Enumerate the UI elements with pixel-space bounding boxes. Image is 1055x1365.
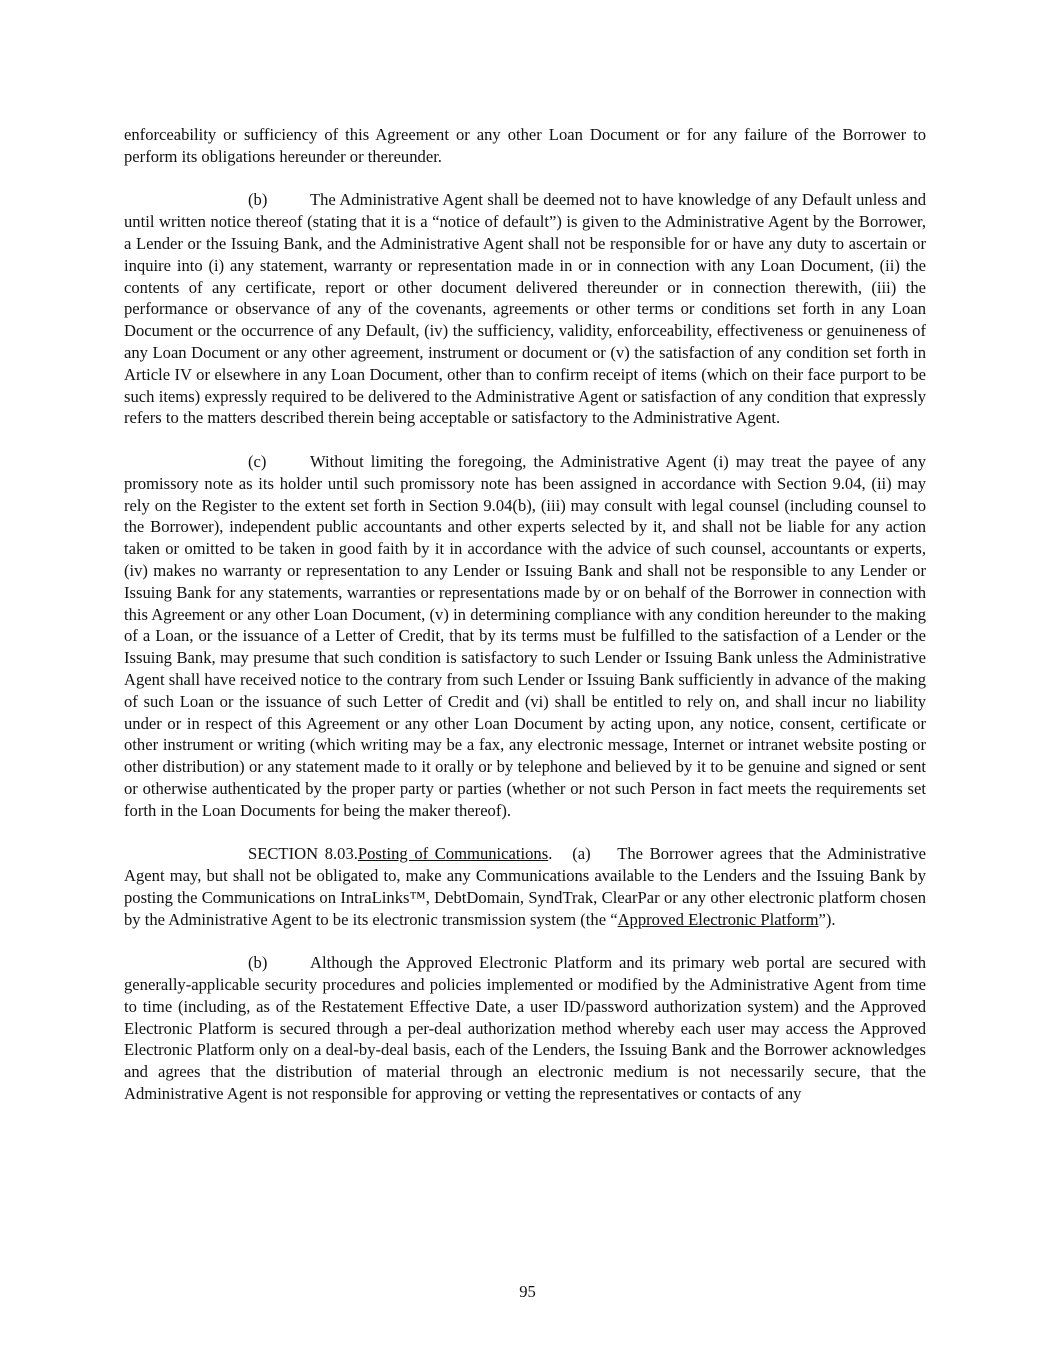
paragraph-b (124, 189, 926, 429)
paragraph-b-text: The Administrative Agent shall be deemed not to have knowledge of any Default unless and until written notice thereof (stating that it is a “notice of default”) is given to the Administrative Agent by the Borrower, a Lender or the Issuing Bank, and the Administrative Agent shall not be responsible for or have any duty to ascertain or inquire into (i) any statement, warranty or representation made in or in connection with any Loan Document, (ii) the contents of any certificate, report or other document delivered thereunder or in connection therewith, (iii) the performance or observance of any of the covenants, agreements or other terms or conditions set forth in any Loan Document or the occurrence of any Default, (iv) the sufficiency, validity, enforceability, effectiveness or genuineness of any Loan Document or any other agreement, instrument or document or (v) the satisfaction of any condition set forth in Article IV or elsewhere in any Loan Document, other than to confirm receipt of items (which on their face purport to be such items) expressly required to be delivered to the Administrative Agent or satisfaction of any condition that expressly refers to the matters described therein being acceptable or satisfactory to the Administrative Agent. (124, 190, 926, 428)
section-text-before: The Borrower agrees that the Administrative Agent may, but shall not be obligated to, make any Communications available to the Lenders and the Issuing Bank by posting the Communications on IntraLinks™, DebtDomain, SyndTrak, ClearPar or any other electronic platform chosen by the Administrative Agent to be its electronic transmission system (the “ (124, 844, 926, 929)
paragraph-803-b-label: (b) (248, 953, 268, 973)
document-body (124, 124, 926, 1127)
paragraph-c-text: Without limiting the foregoing, the Administrative Agent (i) may treat the payee of any promissory note as its holder until such promissory note has been assigned in accordance with Section 9.04, (ii) may rely on the Register to the extent set forth in Section 9.04(b), (iii) may consult with legal counsel (including counsel to the Borrower), independent public accountants and other experts selected by it, and shall not be liable for any action taken or omitted to be taken in good faith by it in accordance with the advice of such counsel, accountants or experts, (iv) makes no warranty or representation to any Lender or Issuing Bank and shall not be responsible to any Lender or Issuing Bank for any statements, warranties or representations made by or on behalf of the Borrower in connection with this Agreement or any other Loan Document, (v) in determining compliance with any condition hereunder to the making of a Loan, or the issuance of a Letter of Credit, that by its terms must be fulfilled to the satisfaction of a Lender or the Issuing Bank, may presume that such condition is satisfactory to such Lender or Issuing Bank unless the Administrative Agent shall have received notice to the contrary from such Lender or Issuing Bank sufficiently in advance of the making of such Loan or the issuance of such Letter of Credit and (vi) shall be entitled to rely on, and shall incur no liability under or in respect of this Agreement or any other Loan Document by acting upon, any notice, consent, certificate or other instrument or writing (which writing may be a fax, any electronic message, Internet or intranet website posting or other distribution) or any statement made to it orally or by telephone and believed by it to be genuine and signed or sent or otherwise authenticated by the proper party or parties (whether or not such Person in fact meets the requirements set forth in the Loan Documents for being the maker thereof). (124, 451, 926, 820)
section-number: SECTION 8.03. (248, 844, 358, 864)
paragraph-c-label: (c) (248, 451, 267, 471)
section-8-03 (124, 843, 926, 930)
section-text-after: ”). (818, 909, 836, 929)
paragraph-803-b (124, 952, 926, 1105)
section-title-punct: . (548, 844, 553, 864)
defined-term-approved-electronic-platform: Approved Electronic Platform (617, 909, 819, 929)
paragraph-c (124, 451, 926, 822)
paragraph-b-label: (b) (248, 190, 268, 210)
section-title: Posting of Communications (357, 844, 549, 864)
page-number: 95 (519, 1282, 536, 1301)
paragraph-continuation (124, 124, 926, 168)
section-sub-label: (a) (572, 844, 591, 864)
paragraph-803-b-text: Although the Approved Electronic Platform and its primary web portal are secured with generally-applicable security procedures and policies implemented or modified by the Administrative Agent from time to time (including, as of the Restatement Effective Date, a user ID/password authorization system) and the Approved Electronic Platform is secured through a per-deal authorization method whereby each user may access the Approved Electronic Platform only on a deal-by-deal basis, each of the Lenders, the Issuing Bank and the Borrower acknowledges and agrees that the distribution of material through an electronic medium is not necessarily secure, that the Administrative Agent is not responsible for approving or vetting the representatives or contacts of any (124, 953, 926, 1104)
paragraph-continuation-text: enforceability or sufficiency of this Agreement or any other Loan Document or for any failure of the Borrower to perform its obligations hereunder or thereunder. (124, 125, 926, 166)
